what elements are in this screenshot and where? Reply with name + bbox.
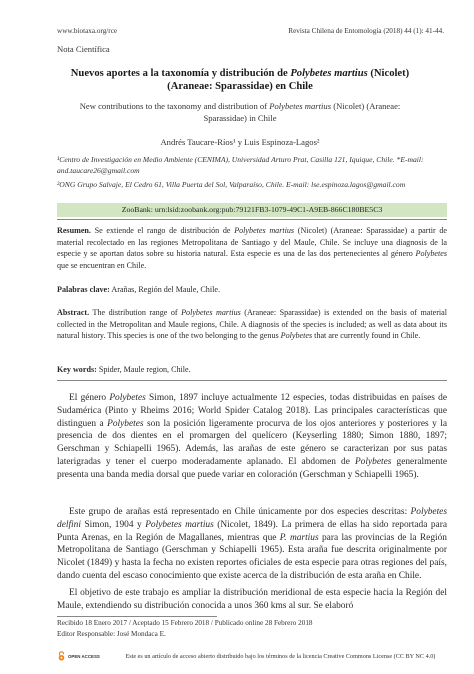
editor-responsible: Editor Responsable: José Mondaca E. bbox=[57, 630, 166, 638]
license-text: Este es un artículo de acceso abierto distribuido bajo los términos de la licencia Creative Commons License (CC BY NC 4.0) bbox=[125, 652, 436, 660]
keywords: Key words: Spider, Maule region, Chile. bbox=[57, 365, 191, 374]
body-paragraph-3: El objetivo de este trabajo es ampliar la distribución meridional de esta especie hacia la Región del Maule, extendiendo su distribución conocida a unos 360 kms al sur. Se elaboró bbox=[57, 588, 447, 611]
abstract-paragraph: Abstract. The distribution range of Polybetes martius (Araneae: Sparassidae) is extended on the basis of material collected in the Metropolitan and Maule regions, Chile. A diagnosis of the species is included; as well as data about its natural history. This species is one of the two belonging to the genus Polybetes that are currently found in Chile. bbox=[57, 308, 447, 341]
resumen-paragraph: Resumen. Se extiende el rango de distribución de Polybetes martius (Nicolet) (Araneae: Sparassidae) a partir de material recolectado en las regiones Metropolitana de Santiago y del Maule, Chile. Se incluye una diagnosis de la especie y se aportan datos sobre su historia natural. Esta especie es una de las dos pertenecientes al género Polybetes que se encuentran en Chile. bbox=[57, 226, 447, 270]
article-title-spanish: Nuevos aportes a la taxonomía y distribución de Polybetes martius (Nicolet) (Araneae: Sparassidae) en Chile bbox=[70, 68, 410, 92]
license-bar bbox=[57, 651, 447, 661]
journal-citation: Revista Chilena de Entomología (2018) 44 (1): 41-44. bbox=[288, 27, 444, 35]
affiliation-2: ²ONG Grupo Salvaje, El Cedro 61, Villa Puerta del Sol, Valparaíso, Chile. E-mail: lse.espinoza.lagos@gmail.com bbox=[57, 180, 406, 189]
open-lock-icon bbox=[57, 651, 66, 661]
body-paragraph-2: Este grupo de arañas está representado en Chile únicamente por dos especies descritas: Polybetes delfini Simon, 1904 y Polybetes martius (Nicolet, 1849). La primera de ellas ha sido reportada para Punta Arenas, en la Región de Magallanes, mientras que P. martius para las provincias de la Región Metropolitana de Santiago (Gerschman y Schiapelli 1965). Esta araña fue descrita originalmente por Nicolet (1849) y hasta la fecha no existen reportes oficiales de esta especie para otras regiones del país, dando cuenta del escaso conocimiento que existe acerca de la distribución de esta araña en Chile. bbox=[57, 507, 447, 581]
open-access-label: OPEN ACCESS bbox=[68, 653, 100, 659]
journal-website-link[interactable]: www.biotaxa.org/rce bbox=[57, 27, 118, 35]
palabras-clave: Palabras clave: Arañas, Región del Maule, Chile. bbox=[57, 285, 220, 294]
running-header bbox=[57, 27, 444, 35]
body-paragraph-1: El género Polybetes Simon, 1897 incluye actualmente 12 especies, todas distribuidas en países de Sudamérica (Pinto y Rheims 2016; World Spider Catalog 2018). Las principales características que distinguen a Polybetes son la posición ligeramente procurva de los ojos anteriores y posteriores y la presencia de dos dientes en el promargen del quelícero (Keyserling 1880; Simon 1880, 1897; Gerschman y Schiapelli 1965). Además, las arañas de este género se caracterizan por sus patas laterigradas y tener el cuerpo moderadamente aplanado. El abdomen de Polybetes generalmente presenta una banda media dorsal que puede variar en coloración (Gerschman y Schiapelli 1965). bbox=[57, 393, 447, 480]
footnote-divider bbox=[57, 616, 217, 617]
affiliation-1: ¹Centro de Investigación en Medio Ambiente (CENIMA), Universidad Arturo Prat, Casilla 121, Iquique, Chile. *E-mail: and.taucare26@gmail.com bbox=[57, 155, 424, 175]
author-list: Andrés Taucare-Ríos¹ y Luis Espinoza-Lagos² bbox=[160, 137, 320, 147]
publication-dates: Recibido 18 Enero 2017 / Aceptado 15 Febrero 2018 / Publicado online 28 Febrero 2018 bbox=[57, 619, 313, 627]
divider bbox=[57, 380, 447, 381]
article-title-english: New contributions to the taxonomy and distribution of Polybetes martius (Nicolet) (Araneae: Sparassidae) in Chile bbox=[79, 101, 401, 123]
zoobank-identifier[interactable]: ZooBank: urn:lsid:zoobank.org:pub:79121FB3-1079-49C1-A9EB-866C180BE5C3 bbox=[57, 203, 447, 217]
divider bbox=[57, 219, 447, 220]
open-access-logo bbox=[57, 651, 100, 661]
section-label: Nota Científica bbox=[57, 44, 110, 54]
